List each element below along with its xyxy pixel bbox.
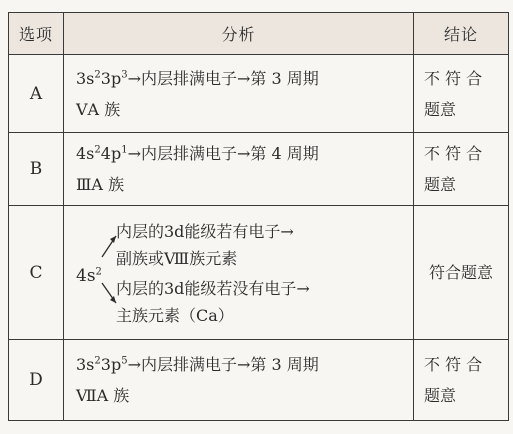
conclusion-c: 符合题意 xyxy=(414,206,509,340)
upper-branch-line2: 副族或Ⅷ族元素 xyxy=(116,248,238,268)
header-analysis: 分析 xyxy=(64,13,414,55)
header-row xyxy=(9,13,509,55)
table-row-a xyxy=(9,55,509,133)
lower-branch-line2: 主族元素（Ca） xyxy=(116,305,234,325)
header-option: 选项 xyxy=(9,13,64,55)
conclusion-a: 不 符 合 题意 xyxy=(414,55,509,133)
table-row-b xyxy=(9,133,509,206)
option-c: C xyxy=(9,206,64,340)
analysis-a-line2: ⅤA 族 xyxy=(76,99,121,119)
conclusion-d: 不 符 合 题意 xyxy=(414,340,509,421)
analysis-d-line2: ⅦA 族 xyxy=(76,386,130,405)
analysis-b xyxy=(64,133,414,206)
table-row-c xyxy=(9,206,509,340)
header-conclusion: 结论 xyxy=(414,13,509,55)
analysis-b-line1: $4s^24p^1\to$内层排满电子→第 4 周期 xyxy=(76,144,319,163)
analysis-d xyxy=(64,340,414,421)
analysis-c xyxy=(64,206,414,340)
conclusion-b: 不 符 合 题意 xyxy=(414,133,509,206)
analysis-a xyxy=(64,55,414,133)
option-b: B xyxy=(9,133,64,206)
config-4s2: $4s^2$ xyxy=(76,265,102,286)
upper-branch-line1: 内层的3d能级若有电子→ xyxy=(116,221,294,241)
analysis-d-line1: $3s^23p^5\to$内层排满电子→第 3 周期 xyxy=(76,355,319,374)
lower-branch-line1: 内层的3d能级若没有电子→ xyxy=(116,278,310,298)
analysis-table xyxy=(8,12,509,421)
analysis-c-block xyxy=(76,213,413,333)
option-d: D xyxy=(9,340,64,421)
table-row-d xyxy=(9,340,509,421)
option-a: A xyxy=(9,55,64,133)
analysis-b-line2: ⅢA 族 xyxy=(76,175,125,194)
analysis-a-line1: $3s^23p^3\to$内层排满电子→第 3 周期 xyxy=(76,68,319,88)
